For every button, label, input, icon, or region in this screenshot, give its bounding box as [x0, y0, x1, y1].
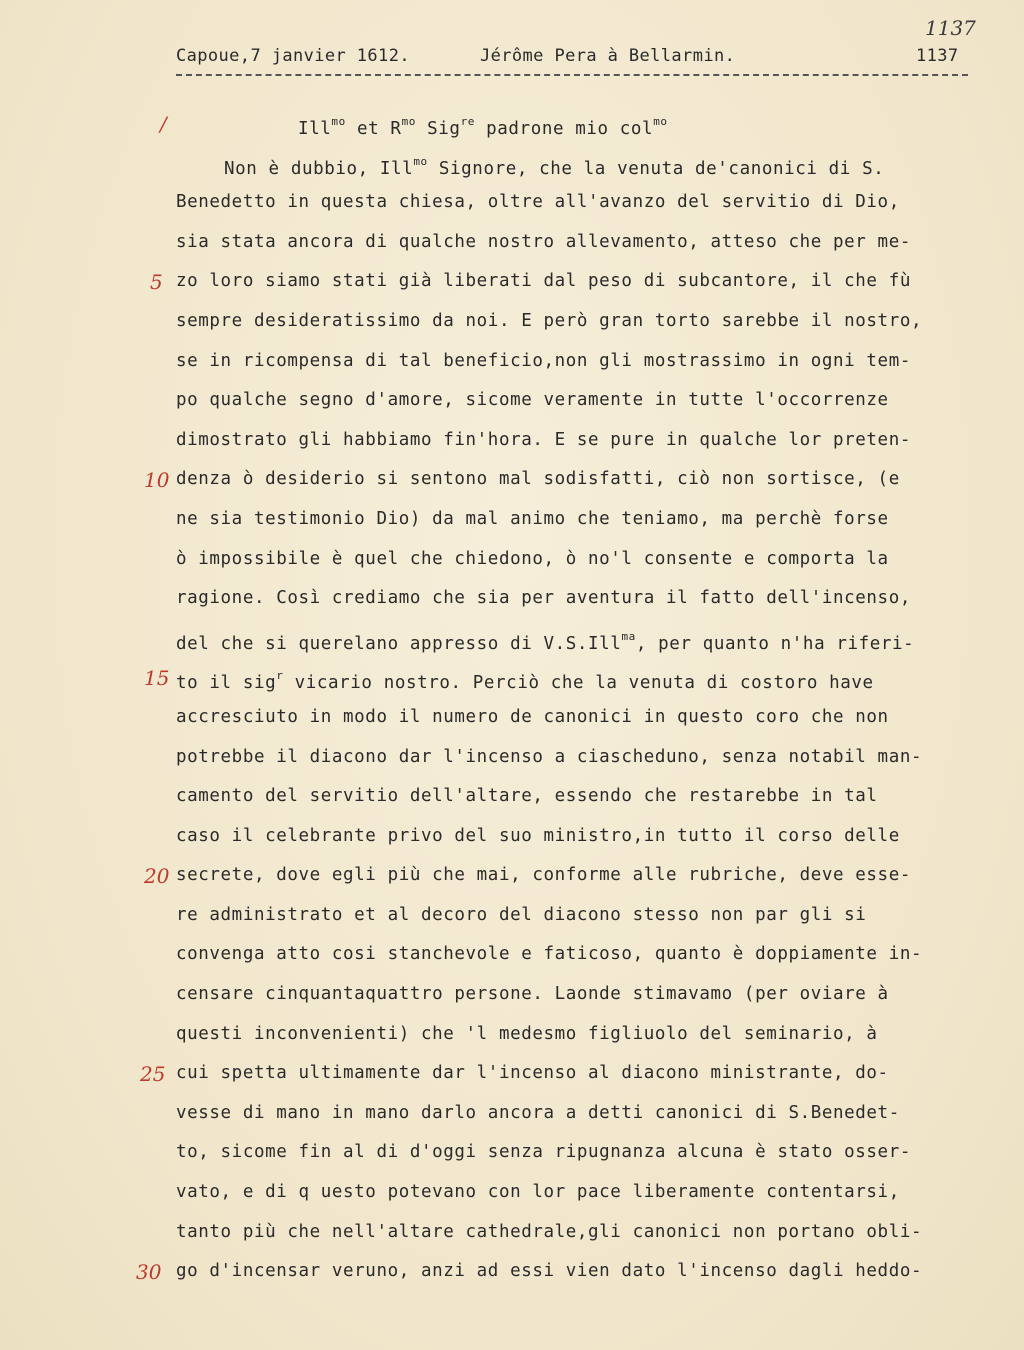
text-line: se in ricompensa di tal beneficio,non gli mostrassimo in ogni tem-	[176, 350, 911, 371]
salutation-part: et R	[345, 118, 402, 139]
text-line: questi inconvenienti) che 'l medesmo figliuolo del seminario, à	[176, 1023, 878, 1044]
text-line: to, sicome fin al di d'oggi senza ripugnanza alcuna è stato osser-	[176, 1142, 911, 1163]
text-sup: r	[276, 669, 284, 683]
salutation-sup: mo	[401, 115, 417, 128]
line-marker-5: 5	[150, 270, 163, 294]
text-line: cui spetta ultimamente dar l'incenso al diacono ministrante, do-	[176, 1063, 889, 1084]
header-place-date: Capoue,7 janvier 1612.	[176, 46, 410, 66]
header-page-number: 1137	[916, 46, 959, 66]
text-line: zo loro siamo stati già liberati dal peso di subcantore, il che fù	[176, 271, 911, 292]
line-marker-20: 20	[144, 864, 170, 888]
line-marker-1: /	[160, 112, 167, 136]
text-segment: Non è dubbio, Ill	[224, 158, 414, 179]
text-line: re administrato et al decoro del diacono stesso non par gli si	[176, 904, 867, 925]
text-line: potrebbe il diacono dar l'incenso a ciascheduno, senza notabil man-	[176, 746, 923, 767]
text-line: sia stata ancora di qualche nostro allevamento, atteso che per me-	[176, 231, 911, 252]
line-marker-10: 10	[144, 468, 170, 492]
salutation-sup: mo	[653, 115, 668, 128]
text-line: ò impossibile è quel che chiedono, ò no'l consente e comporta la	[176, 548, 889, 569]
text-segment: , per quanto n'ha riferi-	[635, 633, 915, 654]
text-line: camento del servitio dell'altare, essendo che restarebbe in tal	[176, 786, 878, 807]
text-line: vesse di mano in mano darlo ancora a detti canonici di S.Benedet-	[176, 1102, 900, 1123]
text-line: Benedetto in questa chiesa, oltre all'avanzo del servitio di Dio,	[176, 192, 900, 213]
text-line	[176, 144, 996, 184]
text-line: caso il celebrante privo del suo ministro,in tutto il corso delle	[176, 825, 900, 846]
text-segment: Signore, che la venuta de'canonici di S.	[427, 158, 885, 179]
text-segment: vicario nostro. Perciò che la venuta di costoro have	[283, 673, 874, 694]
salutation-sup: mo	[331, 115, 346, 128]
text-line: vato, e di q uesto potevano con lor pace liberamente contentarsi,	[176, 1182, 900, 1203]
text-line: tanto più che nell'altare cathedrale,gli canonici non portano obli-	[176, 1221, 923, 1242]
header-divider	[176, 74, 968, 76]
text-line	[176, 658, 996, 698]
text-line: denza ò desiderio si sentono mal sodisfatti, ciò non sortisce, (e	[176, 469, 900, 490]
text-line	[176, 619, 996, 659]
text-segment: to il sig	[176, 673, 277, 694]
letter-body	[176, 104, 996, 1292]
text-line: convenga atto cosi stanchevole e faticoso, quanto è doppiamente in-	[176, 944, 923, 965]
line-marker-15: 15	[144, 666, 170, 690]
text-line: go d'incensar veruno, anzi ad essi vien dato l'incenso dagli heddo-	[176, 1261, 923, 1282]
salutation-sup: re	[460, 115, 476, 128]
salutation-part: padrone mio col	[475, 118, 654, 139]
handwritten-page-number: 1137	[925, 16, 976, 40]
text-line: ne sia testimonio Dio) da mal animo che teniamo, ma perchè forse	[176, 508, 889, 529]
text-line: accresciuto in modo il numero de canonici in questo coro che non	[176, 706, 889, 727]
text-segment: del che si querelano appresso di V.S.Ill	[176, 633, 622, 654]
salutation-part: Ill	[298, 118, 332, 139]
line-marker-30: 30	[136, 1260, 162, 1284]
text-sup: mo	[413, 154, 428, 168]
text-line: ragione. Così crediamo che sia per aventura il fatto dell'incenso,	[176, 588, 911, 609]
header-title: Jérôme Pera à Bellarmin.	[480, 46, 736, 66]
text-line: dimostrato gli habbiamo fin'hora. E se pure in qualche lor preten-	[176, 429, 911, 450]
line-marker-25: 25	[140, 1062, 166, 1086]
text-line: sempre desideratissimo da noi. E però gran torto sarebbe il nostro,	[176, 310, 923, 331]
text-sup: ma	[621, 629, 636, 643]
text-line: censare cinquantaquattro persone. Laonde stimavamo (per oviare à	[176, 984, 889, 1005]
salutation-line	[176, 104, 996, 144]
text-line: secrete, dove egli più che mai, conforme alle rubriche, deve esse-	[176, 865, 911, 886]
text-line: po qualche segno d'amore, sicome veramente in tutte l'occorrenze	[176, 390, 889, 411]
salutation-part: Sig	[416, 118, 461, 139]
